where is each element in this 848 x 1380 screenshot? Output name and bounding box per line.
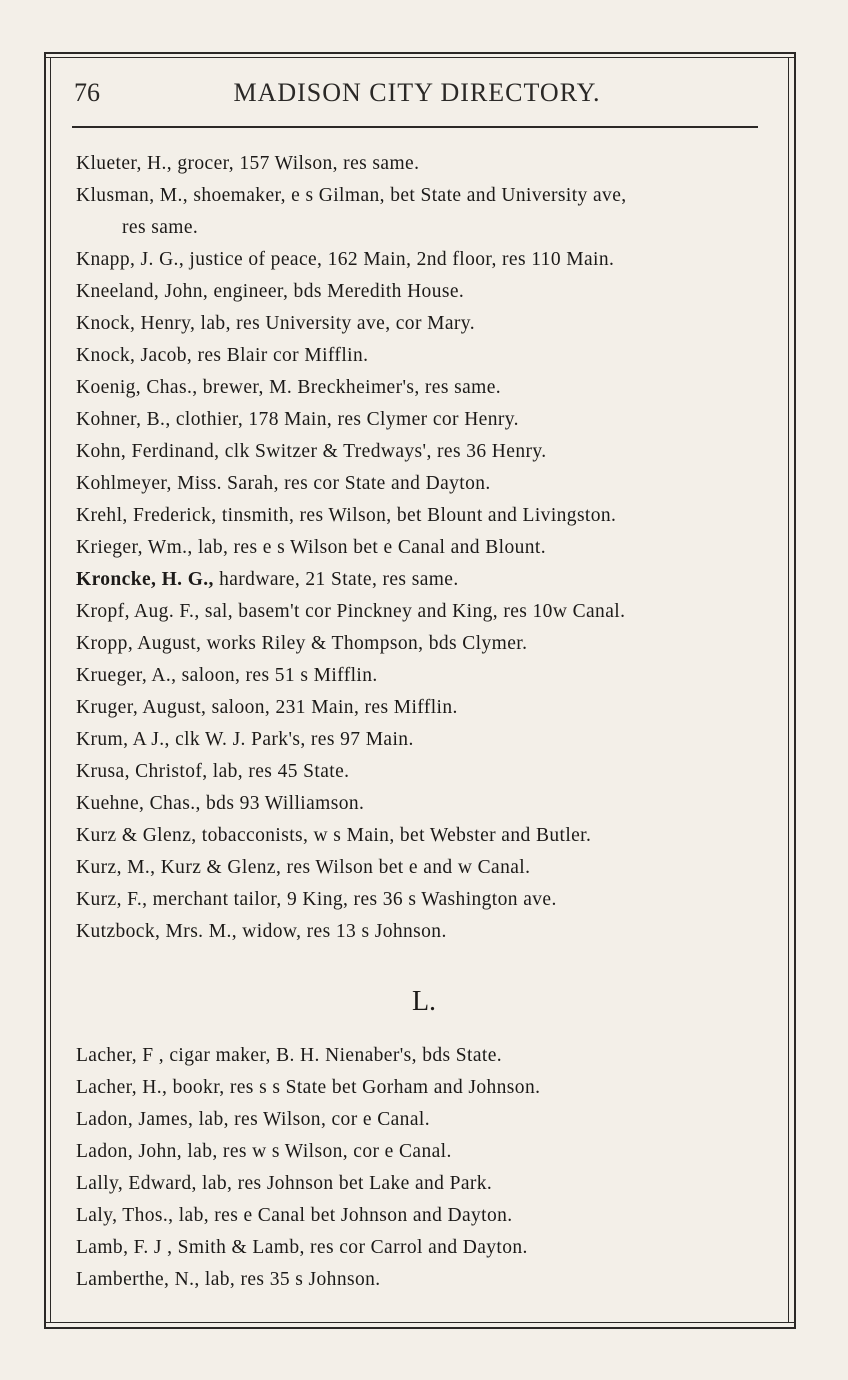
directory-entry: Kurz, M., Kurz & Glenz, res Wilson bet e and w Canal. <box>76 857 531 878</box>
border-top-inner-rule <box>44 57 796 58</box>
directory-entry: Kropp, August, works Riley & Thompson, bds Clymer. <box>76 633 528 654</box>
directory-entry: Kropf, Aug. F., sal, basem't cor Pinckney and King, res 10w Canal. <box>76 601 626 622</box>
directory-entry: Kohn, Ferdinand, clk Switzer & Tredways', res 36 Henry. <box>76 441 547 462</box>
directory-entry: Kruger, August, saloon, 231 Main, res Mifflin. <box>76 697 458 718</box>
directory-entry: Kneeland, John, engineer, bds Meredith House. <box>76 281 465 302</box>
border-bottom-rule <box>44 1327 796 1329</box>
entry-name-bold: Kroncke, H. G., <box>76 569 214 590</box>
directory-entry: Knapp, J. G., justice of peace, 162 Main, 2nd floor, res 110 Main. <box>76 249 615 270</box>
directory-entry <box>76 564 776 596</box>
directory-entry: Ladon, John, lab, res w s Wilson, cor e Canal. <box>76 1141 452 1162</box>
directory-entry: Ladon, James, lab, res Wilson, cor e Canal. <box>76 1109 430 1130</box>
directory-entry: Kohlmeyer, Miss. Sarah, res cor State and Dayton. <box>76 473 491 494</box>
directory-entry: Koenig, Chas., brewer, M. Breckheimer's, res same. <box>76 377 502 398</box>
border-bottom-inner-rule <box>44 1322 796 1323</box>
directory-entry: Krum, A J., clk W. J. Park's, res 97 Main. <box>76 729 414 750</box>
directory-entry: Kurz & Glenz, tobacconists, w s Main, bet Webster and Butler. <box>76 825 592 846</box>
border-top-rule <box>44 52 796 54</box>
directory-entry: Lamberthe, N., lab, res 35 s Johnson. <box>76 1269 381 1290</box>
section-letter: L. <box>411 986 437 1017</box>
directory-entry: Kutzbock, Mrs. M., widow, res 13 s Johnson. <box>76 921 447 942</box>
directory-entry: Krehl, Frederick, tinsmith, res Wilson, bet Blount and Livingston. <box>76 505 617 526</box>
directory-entries-l <box>76 1040 776 1296</box>
directory-entry: Lally, Edward, lab, res Johnson bet Lake and Park. <box>76 1173 493 1194</box>
directory-entry: Laly, Thos., lab, res e Canal bet Johnson and Dayton. <box>76 1205 513 1226</box>
page-header <box>72 78 762 118</box>
directory-entry: Klueter, H., grocer, 157 Wilson, res same. <box>76 153 420 174</box>
directory-entry: Krueger, A., saloon, res 51 s Mifflin. <box>76 665 378 686</box>
directory-entry: Knock, Henry, lab, res University ave, cor Mary. <box>76 313 475 334</box>
directory-entry: Lacher, F , cigar maker, B. H. Nienaber's, bds State. <box>76 1045 503 1066</box>
directory-entry: Krieger, Wm., lab, res e s Wilson bet e Canal and Blount. <box>76 537 546 558</box>
page-number: 76 <box>74 78 100 107</box>
directory-entry-continuation: res same. <box>122 217 199 238</box>
running-title: MADISON CITY DIRECTORY. <box>233 78 601 107</box>
directory-entry: Krusa, Christof, lab, res 45 State. <box>76 761 350 782</box>
border-left-inner-rule <box>50 57 51 1323</box>
directory-entries-k <box>76 148 776 948</box>
directory-entry: Knock, Jacob, res Blair cor Mifflin. <box>76 345 369 366</box>
directory-entry: Kurz, F., merchant tailor, 9 King, res 36 s Washington ave. <box>76 889 557 910</box>
border-right-inner-rule <box>788 57 789 1323</box>
entry-details: hardware, 21 State, res same. <box>213 569 459 590</box>
directory-entry: Lacher, H., bookr, res s s State bet Gorham and Johnson. <box>76 1077 541 1098</box>
directory-entry: Klusman, M., shoemaker, e s Gilman, bet State and University ave, <box>76 185 627 206</box>
header-rule <box>72 126 758 128</box>
border-left-rule <box>44 52 46 1328</box>
directory-entry: Kohner, B., clothier, 178 Main, res Clymer cor Henry. <box>76 409 519 430</box>
directory-entry: Kuehne, Chas., bds 93 Williamson. <box>76 793 365 814</box>
border-right-rule <box>794 52 796 1328</box>
directory-entry: Lamb, F. J , Smith & Lamb, res cor Carrol and Dayton. <box>76 1237 528 1258</box>
